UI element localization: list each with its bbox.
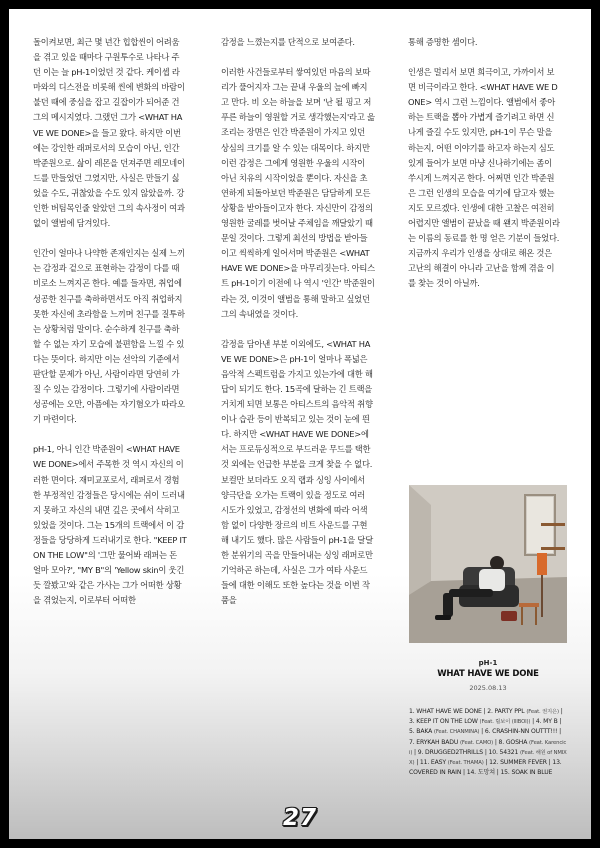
page-number: 27 [282,805,317,831]
track: 11. EASY (Feat. THAMA) | [419,759,490,767]
track: 2. PARTY PPL (Feat. 권지은) | [487,708,563,715]
article-column-3 [408,35,562,307]
paragraph: 이러한 사건들로부터 쌓여있던 마음의 보따리가 풀어지자 그는 끝내 우울의 늪에 빠지고 만다. 비 오는 하늘을 보며 '난 될 핑고 저 푸른 하늘이 영원할 거로 생각했는지'라고 읊조리는 장면은 인간 박준원이 가지고 있던 상심의 크기를 알 수 있는 대목이다. 하지만 이런 감정은 그에게 영원한 우울의 시작이 아닌 치유의 시작이었을 뿐이다. 자신을 초연하게 되돌아보던 박준원은 담담하게 모든 상황을 받아들이고자 한다. 자신만이 감정의 영원한 굴레를 벗어날 주체임을 깨달았기 때문일 것이다. 그렇게 최선의 방법을 받아들이고 씩씩하게 일어서며 박준원은 <WHAT HAVE WE DONE>을 마무리짓는다. 아티스트 pH-1이기 이전에 나 역시 '인간' 박준원이라는 것, 이것이 앨범을 통해 말하고 싶었던 그의 속내였을 것이다. [221,67,375,319]
paragraph: 인간이 얼마나 나약한 존재인지는 실제 느끼는 감정과 겉으로 표현하는 감정이 다를 때 비로소 느껴지곤 한다. 예를 들자면, 취업에 성공한 친구를 축하하면서도 아직 취업하지 못한 자신에 초라함을 느끼며 친구를 질투하는 상황처럼 말이다. 순수하게 친구를 축하할 수 없는 자기 모습에 불편함을 느낄 수 있다는 뜻이다. 하지만 이는 선악의 기준에서 판단할 문제가 아닌, 사람이라면 당연히 가질 수 있는 감정이다. 그렇기에 사람이라면 성공에는 오만, 아픔에는 자기혐오가 따라오기 마련이다. [33,248,185,425]
track: 3. KEEP IT ON THE LOW (Feat. 릴보이 (lIlBOI)) | [409,718,536,726]
paragraph: 인생은 멀리서 보면 희극이고, 가까이서 보면 비극이라고 한다. <WHAT HAVE WE DONE> 역시 그런 느낌이다. 앨범에서 좋아하는 트랙을 뽑아 가볍게 즐기려고 하면 신나게 즐길 수도 있지만, pH-1이 무슨 말을 하는지, 어떤 이야기를 하고자 하는지 심도 있게 들어가 보면 마냥 신나하기에는 좀이 쑤시게 느껴지곤 한다. 어쩌면 인간 박준원은 그런 인생의 모습을 여기에 담고자 했는지도 모르겠다. 인생에 대한 고찰은 여전히 어렵지만 앨범이 끝났을 때 왠지 박준원이라는 이름의 동료를 한 명 얻은 기분이 들었다. 지금까지 우리가 인생을 상대로 해온 것은 고난의 해결이 아니라 고난을 함께 겪을 이를 찾는 것이 아닐까. [408,67,560,289]
paragraph: pH-1, 아니 인간 박준원이 <WHAT HAVE WE DONE>에서 주목한 것 역시 자신의 이러한 면이다. 재미교포로서, 래퍼로서 경험한 부정적인 감정들은 당시에는 쉬이 드러내지 못하고 자신의 내면 깊은 곳에서 삭히고 있었을 것이다. 그는 15개의 트랙에서 이 감정들을 당당하게 드러내기로 한다. "KEEP IT ON THE LOW"의 '그만 물어봐 래퍼는 돈 얼마 모아?', "MY B"의 'Yellow skin이 웃긴 듯 깔봤고'와 같은 가사는 그가 어떠한 상황을 겪었는지, 이로부터 어떠한 [33,444,187,606]
track: 4. MY B | [535,718,562,726]
paragraph: 감정을 담아낸 부분 이외에도, <WHAT HAVE WE DONE>은 pH-1이 얼마나 폭넓은 음악적 스펙트럼을 가지고 있는가에 대한 해답이 되기도 한다. 15곡에 달하는 긴 트랙을 거치게 되면 보통은 아티스트의 음악적 취향이나 습관 등이 반복되고 있는 것이 눈에 띈다. 하지만 <WHAT HAVE WE DONE>에서는 프로듀싱적으로 부드러운 무드를 택한 것 외에는 언급한 부분을 크게 찾을 수 없다. 보컬만 보더라도 오직 랩과 싱잉 사이에서 양극단을 오가는 트랙이 있을 정도로 여러 시도가 있었고, 감정선의 변화에 따라 어색함 없이 다양한 장르의 비트 사운드를 구현해 내기도 했다. 많은 사람들이 pH-1을 달달한 분위기의 곡을 만들어내는 싱잉 래퍼로만 기억하곤 하는데, 사실은 그가 여타 사운드들에 대한 이해도 또한 높다는 것을 이번 작품을 [221,338,373,606]
album-release-date: 2025.08.13 [469,684,507,692]
track: 8. GOSHA (Feat. Karencici) | [409,738,567,756]
track: 15. SOAK IN BLUE [500,769,553,777]
track: 7. ERYKAH BADU (Feat. CAMO) | [409,738,499,746]
magazine-page [9,9,591,839]
track: 10. 54321 (Feat. 해원 of NMIXX) | [409,748,567,767]
paragraph: 돌이켜보면, 최근 몇 년간 힙합씬이 어려움을 겪고 있을 때마다 구원투수로 나타나 주던 이는 늘 pH-1이었던 것 같다. 케이셉 라마와의 디스전을 비롯해 씬에 변화의 바람이 불던 때에 중심을 잡고 길잡이가 되어준 건 그의 메시지였다. 그랬던 그가 <WHAT HAVE WE DONE>을 들고 왔다. 하지만 이번에는 강인한 래퍼로서의 모습이 아닌, 인간 박준원으로. 삶이 레몬을 던져주면 레모네이드를 만들었던 그였지만, 사실은 만들기 싫었을 수도, 귀찮았을 수도 있지 않았을까. 강인한 버팀목인줄 알았던 그의 속사정이 여과없이 앨범에 담겨있다. [33,37,185,229]
album-artist: pH-1 [478,659,498,667]
article-column-1 [33,35,187,623]
track: 12. SUMMER FEVER | [489,759,553,767]
album-title: WHAT HAVE WE DONE [437,669,539,679]
paragraph: 통해 증명한 셈이다. [408,37,478,47]
article-column-2 [221,35,375,623]
paragraph: 감정을 느꼈는지를 단적으로 보여준다. [221,37,355,47]
track: 5. BAKA (Feat. CHANMINA) | [409,728,485,736]
track: 9. DRUGGED2THRILLS | [417,748,489,756]
tracklist [409,707,567,778]
track: 14. 도망쳐 | [466,769,501,777]
track: 13. COVERED IN RAIN | [409,759,562,777]
track: 6. CRASHIN-NN OUTTT!!! | [484,728,561,736]
track: 1. WHAT HAVE WE DONE | [409,708,488,715]
album-cover-photo [409,485,567,643]
